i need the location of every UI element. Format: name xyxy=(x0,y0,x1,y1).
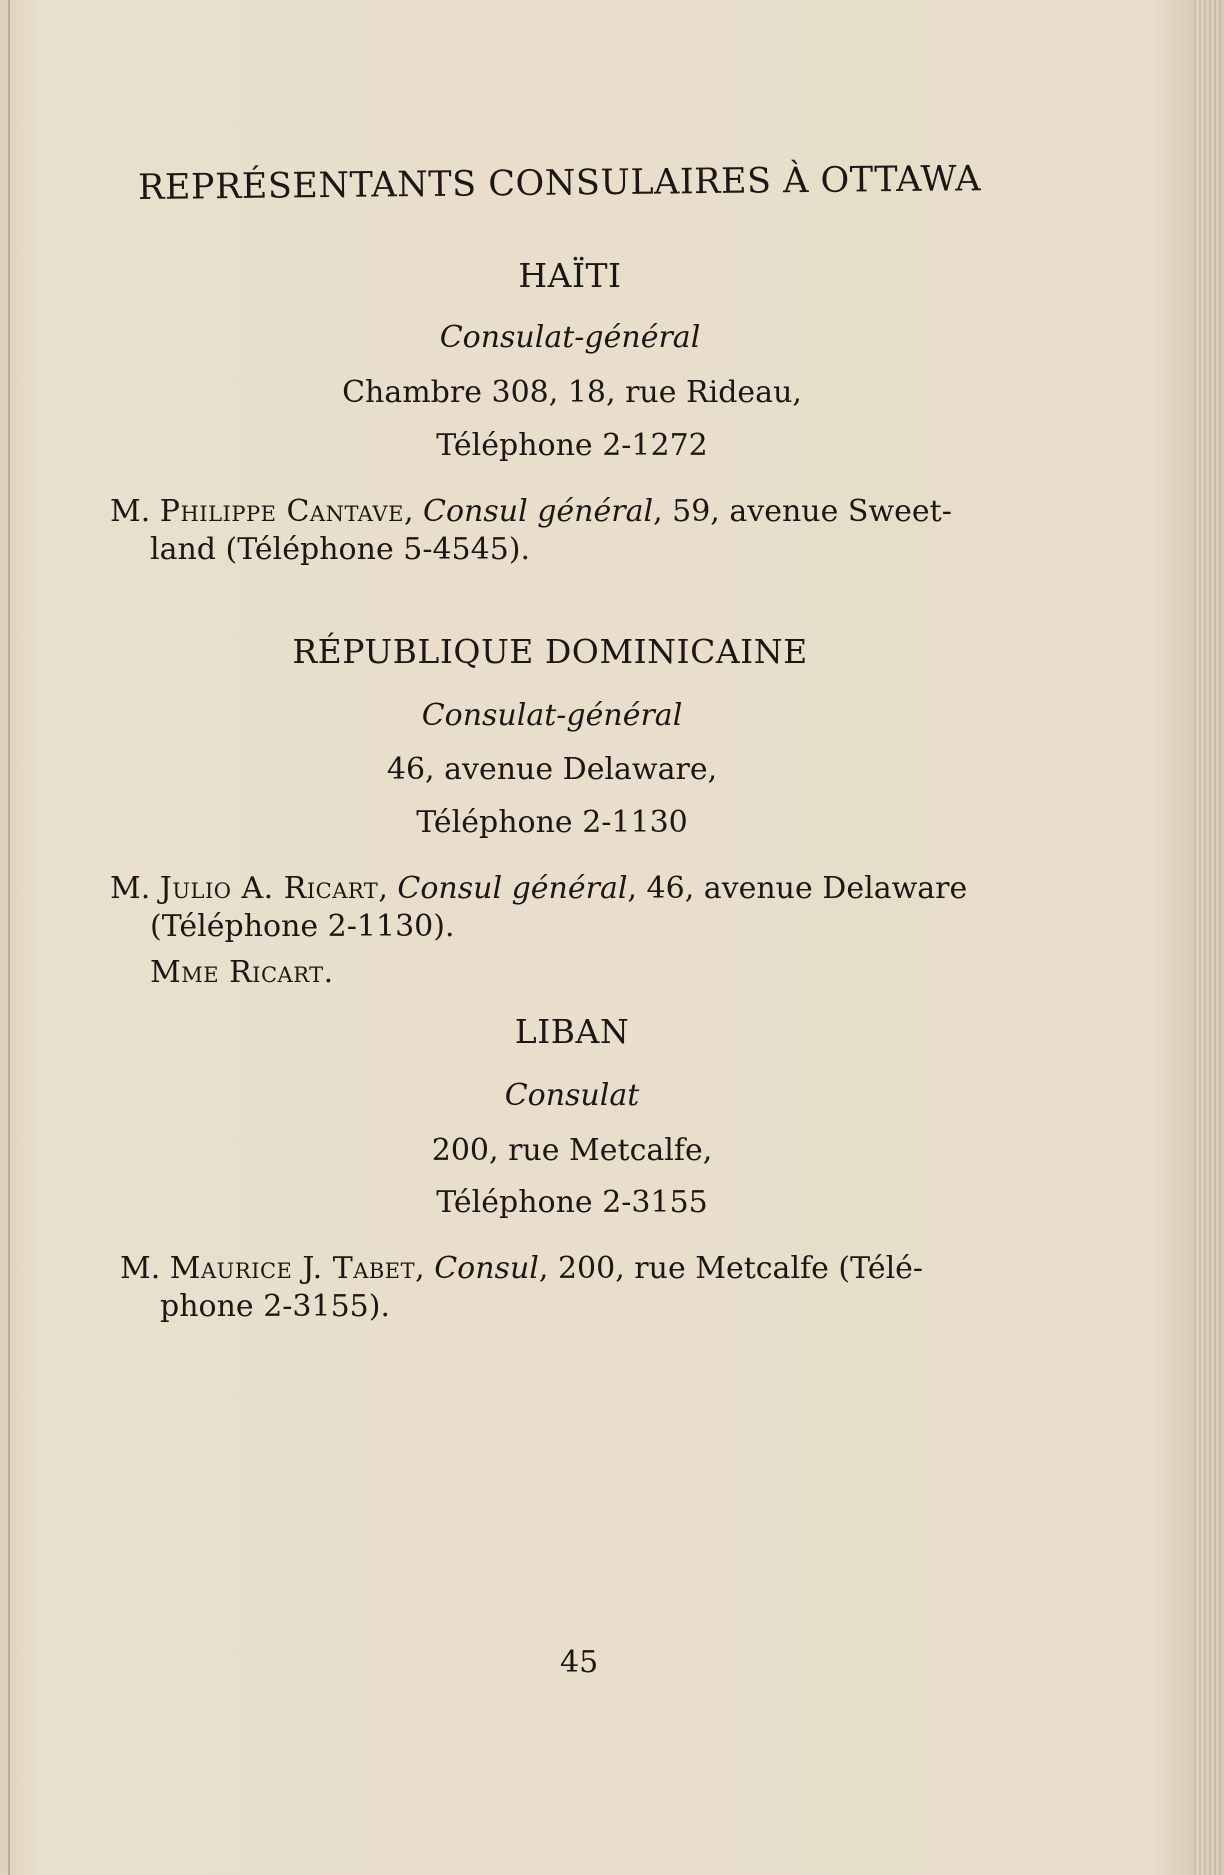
country-heading-lebanon: LIBAN xyxy=(514,1012,630,1051)
honorific: M. xyxy=(120,1251,170,1286)
consul-address-cont: (Téléphone 2-1130). xyxy=(150,909,455,944)
country-heading-haiti: HAÏTI xyxy=(518,256,622,295)
consul-address-cont: land (Téléphone 5-4545). xyxy=(150,532,531,567)
phone-lebanon: Téléphone 2-3155 xyxy=(436,1185,708,1220)
office-type-lebanon: Consulat xyxy=(504,1078,640,1113)
consul-name: Maurice J. Tabet xyxy=(169,1251,416,1286)
page-number: 45 xyxy=(560,1645,599,1680)
page-left-edge xyxy=(8,0,10,1875)
office-type-dominican-republic: Consulat-général xyxy=(421,698,683,733)
honorific: M. xyxy=(110,871,160,906)
consul-name: Julio A. Ricart xyxy=(159,871,379,906)
address-haiti: Chambre 308, 18, rue Rideau, xyxy=(342,375,802,410)
country-heading-dominican-republic: RÉPUBLIQUE DOMINICAINE xyxy=(292,632,808,671)
consul-title: Consul xyxy=(434,1251,539,1286)
consul-address-cont: phone 2-3155). xyxy=(160,1289,391,1324)
office-type-haiti: Consulat-général xyxy=(439,320,701,355)
address-lebanon: 200, rue Metcalfe, xyxy=(431,1133,713,1168)
consul-entry-dominican-republic xyxy=(110,870,1030,992)
consul-title: Consul général xyxy=(397,871,628,906)
consul-address: , 200, rue Metcalfe (Télé- xyxy=(538,1251,924,1286)
spouse-entry: Mme Ricart. xyxy=(150,955,334,990)
consul-address: , 59, avenue Sweet- xyxy=(653,494,952,529)
phone-dominican-republic: Téléphone 2-1130 xyxy=(416,805,688,840)
separator: , xyxy=(415,1251,435,1286)
consul-title: Consul général xyxy=(423,494,654,529)
page-heading: REPRÉSENTANTS CONSULAIRES À OTTAWA xyxy=(137,159,982,208)
consul-address: , 46, avenue Delaware xyxy=(627,871,968,906)
consul-entry-lebanon xyxy=(120,1250,1040,1326)
phone-haiti: Téléphone 2-1272 xyxy=(436,428,708,463)
separator: , xyxy=(378,871,398,906)
address-dominican-republic: 46, avenue Delaware, xyxy=(386,752,718,787)
honorific: M. xyxy=(110,494,160,529)
consul-name: Philippe Cantave xyxy=(159,494,404,529)
consul-entry-haiti xyxy=(110,493,1030,569)
book-spine-edge xyxy=(1194,0,1224,1875)
separator: , xyxy=(403,494,424,529)
